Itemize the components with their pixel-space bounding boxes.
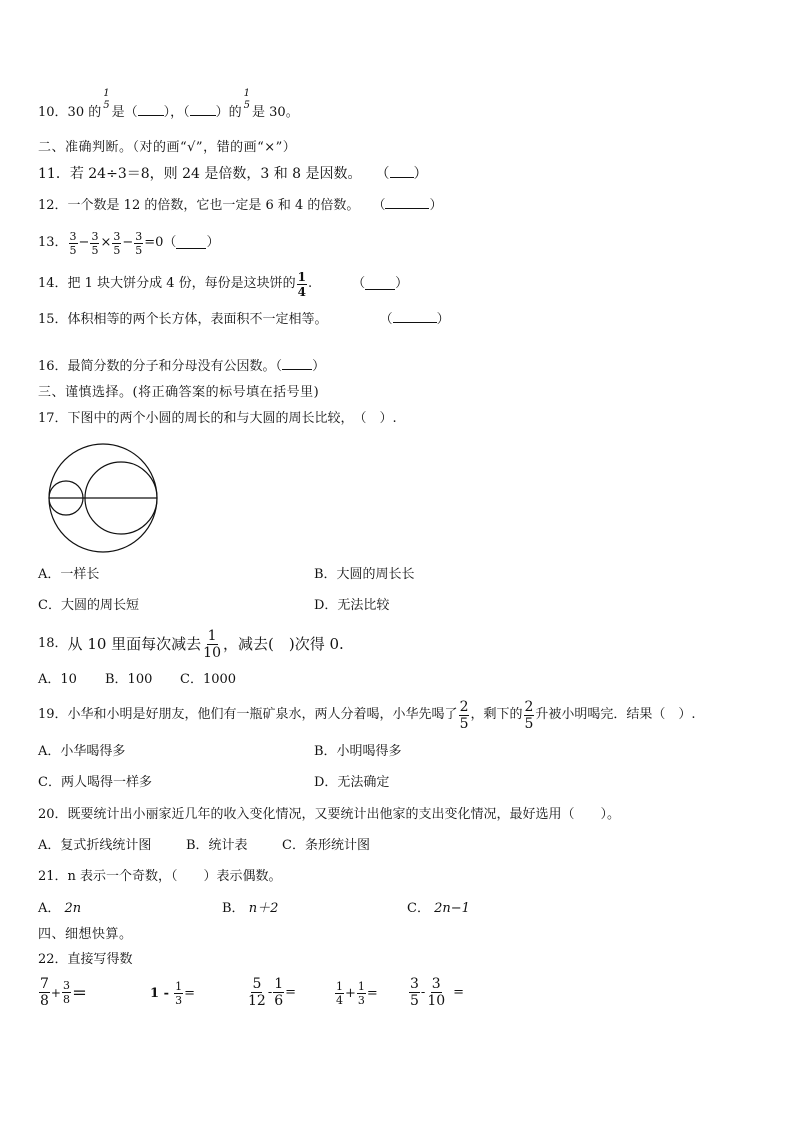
question-19: 19． 小华和小明是好朋友，他们有一瓶矿泉水，两人分着喝，小华先喝了 $\frac{2}{5}$ ，剩下的 $\frac{2}{5}$ 升被小明喝完．结果（ ）. [38, 698, 696, 732]
question-number: 16． [38, 359, 68, 374]
fraction: $\frac{3}{5}$ [135, 229, 143, 257]
option-b[interactable]: B．100 [105, 672, 153, 687]
fraction: $\frac{1}{10}$ [203, 627, 221, 661]
option-c[interactable]: C．两人喝得一样多 [38, 775, 152, 790]
question-13: 13． $\frac{3}{5}$ − $\frac{3}{5}$ × $\frac{3}{5}$ − $\frac{3}{5}$ =0（ ） [38, 229, 220, 257]
fraction: 1 5 [243, 87, 251, 111]
question-number: 20． [38, 807, 68, 822]
option-a[interactable]: A．小华喝得多 [38, 744, 126, 759]
fraction: $\frac{1}{4}$ [297, 269, 306, 299]
question-14: 14． 把 1 块大饼分成 4 份，每份是这块饼的 $\frac{1}{4}$ . （ ） [38, 269, 409, 299]
calc-expression-2: 1 - $\frac{1}{3}$ = [150, 980, 196, 1007]
question-number: 18． [38, 636, 68, 651]
answer-blank[interactable] [190, 104, 216, 116]
question-18: 18． 从 10 里面每次减去 $\frac{1}{10}$ ，减去( )次得 0. [38, 627, 344, 661]
question-number: 11． [38, 166, 70, 182]
fraction: $\frac{1}{3}$ [357, 980, 365, 1007]
question-22: 22．直接写得数 [38, 952, 133, 967]
calc-expression-5: $\frac{3}{5}$ - $\frac{3}{10}$ = [410, 976, 465, 1009]
fraction: $\frac{3}{10}$ [427, 976, 446, 1009]
option-b[interactable]: B． n＋2 [222, 901, 279, 916]
fraction: $\frac{2}{5}$ [459, 698, 469, 732]
question-10: 10．30 的 1 5 是（ ），（ ）的 1 5 是 30。 [38, 87, 299, 120]
answer-blank[interactable] [138, 104, 164, 116]
fraction: $\frac{3}{5}$ [113, 229, 121, 257]
section-2-title: 二、准确判断。（对的画“√”，错的画“×”） [38, 140, 297, 155]
fraction: 1 5 [103, 87, 110, 111]
question-number: 22． [38, 952, 68, 967]
question-number: 19． [38, 707, 68, 722]
answer-blank[interactable] [385, 197, 429, 209]
option-b[interactable]: B．小明喝得多 [314, 744, 402, 759]
option-c[interactable]: C．1000 [180, 672, 237, 687]
answer-blank[interactable] [282, 358, 312, 370]
fraction: $\frac{7}{8}$ [40, 976, 49, 1009]
question-21: 21．n 表示一个奇数，（ ）表示偶数。 [38, 869, 282, 884]
fraction: $\frac{2}{5}$ [524, 698, 534, 732]
question-20: 20．既要统计出小丽家近几年的收入变化情况，又要统计出他家的支出变化情况，最好选用（ ）。 [38, 807, 621, 822]
option-a[interactable]: A．10 [38, 672, 77, 687]
question-number: 17． [38, 411, 68, 426]
option-b[interactable]: B．大圆的周长长 [314, 567, 415, 582]
fraction: $\frac{3}{5}$ [410, 976, 419, 1009]
answer-blank[interactable] [390, 166, 414, 178]
fraction: $\frac{3}{8}$ [62, 979, 70, 1006]
option-d[interactable]: D．无法比较 [314, 598, 390, 613]
fraction: $\frac{1}{3}$ [175, 980, 183, 1007]
option-a[interactable]: A．一样长 [38, 567, 100, 582]
calc-expression-4: $\frac{1}{4}$ + $\frac{1}{3}$ = [336, 980, 378, 1007]
question-15: 15．体积相等的两个长方体，表面积不一定相等。 （ ） [38, 312, 450, 327]
fraction: $\frac{1}{6}$ [274, 976, 284, 1009]
option-c[interactable]: C．条形统计图 [282, 838, 370, 853]
question-number: 10． [38, 105, 68, 120]
calc-expression-1: $\frac{7}{8}$ + $\frac{3}{8}$ ＝ [40, 976, 87, 1009]
fraction: $\frac{3}{5}$ [69, 229, 77, 257]
question-number: 13． [38, 235, 68, 250]
option-a[interactable]: A． 2n [38, 901, 82, 916]
fraction: $\frac{3}{5}$ [91, 229, 99, 257]
question-number: 21． [38, 869, 68, 884]
calc-expression-3: $\frac{5}{12}$ - $\frac{1}{6}$ = [248, 976, 297, 1009]
question-11: 11．若 24÷3＝8，则 24 是倍数，3 和 8 是因数。 （ ） [38, 166, 428, 182]
question-12: 12．一个数是 12 的倍数，它也一定是 6 和 4 的倍数。 （ ） [38, 198, 443, 213]
answer-blank[interactable] [176, 237, 206, 249]
answer-blank[interactable] [393, 311, 437, 323]
question-number: 14． [38, 276, 68, 291]
option-c[interactable]: C． 2n−1 [407, 901, 470, 916]
question-number: 15． [38, 312, 68, 327]
fraction: $\frac{5}{12}$ [248, 976, 266, 1009]
question-16: 16．最简分数的分子和分母没有公因数。（ ） [38, 359, 326, 374]
fraction: $\frac{1}{4}$ [336, 980, 343, 1007]
section-3-title: 三、谨慎选择。(将正确答案的标号填在括号里) [38, 385, 320, 400]
question-17: 17．下图中的两个小圆的周长的和与大圆的周长比较， （ ）. [38, 411, 397, 426]
section-4-title: 四、细想快算。 [38, 927, 133, 942]
answer-blank[interactable] [365, 278, 395, 290]
option-b[interactable]: B．统计表 [186, 838, 248, 853]
option-d[interactable]: D．无法确定 [314, 775, 390, 790]
option-a[interactable]: A．复式折线统计图 [38, 838, 152, 853]
circles-figure [44, 440, 164, 566]
option-c[interactable]: C．大圆的周长短 [38, 598, 139, 613]
question-number: 12． [38, 198, 68, 213]
